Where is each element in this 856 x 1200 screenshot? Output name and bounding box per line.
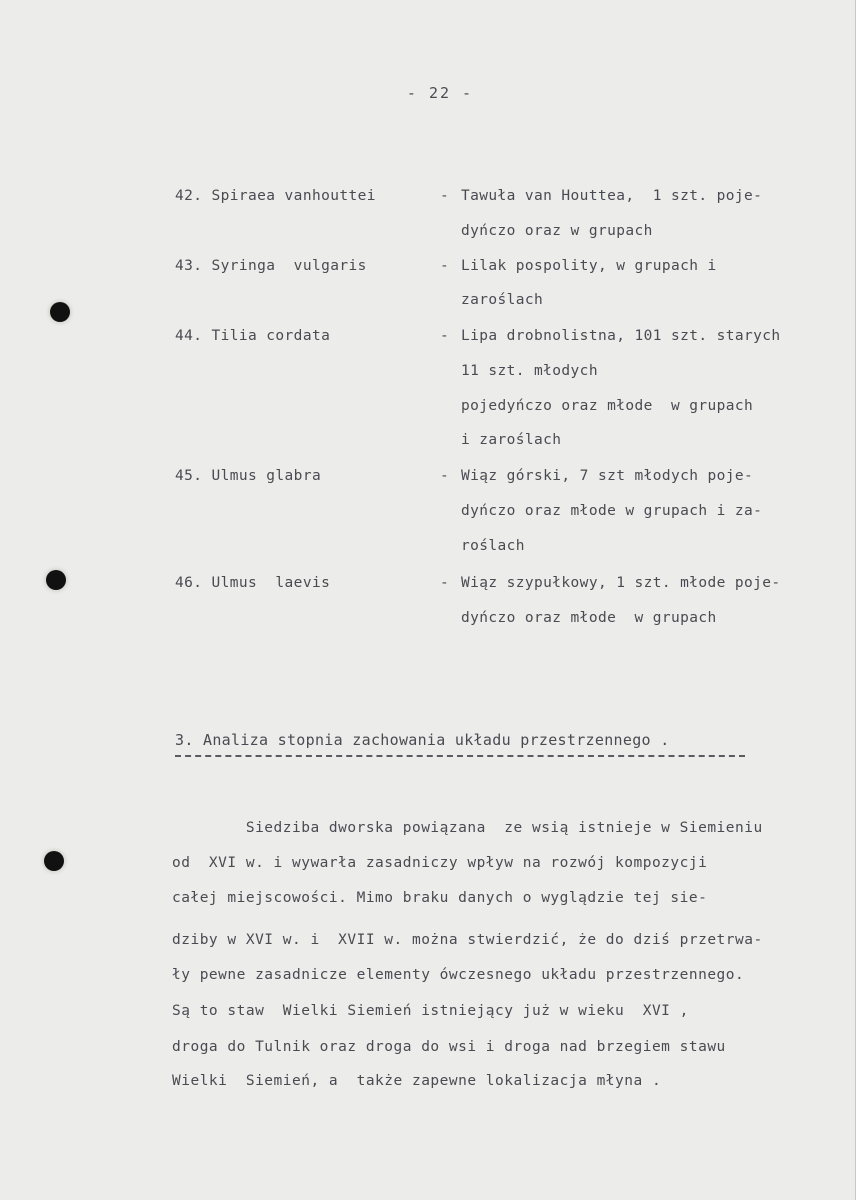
species-description-line: Lilak pospolity, w grupach i	[461, 258, 717, 274]
punch-hole	[50, 302, 70, 322]
dash-separator: -	[440, 328, 450, 344]
dash-separator: -	[440, 188, 450, 204]
paragraph-line: Są to staw Wielki Siemień istniejący już w wieku XVI ,	[172, 1003, 689, 1019]
paragraph-line: Wielki Siemień, a także zapewne lokalizacja młyna .	[172, 1073, 662, 1089]
heading-underline	[175, 755, 745, 757]
paragraph-line: od XVI w. i wywarła zasadniczy wpływ na rozwój kompozycji	[172, 855, 708, 871]
species-description-line: Lipa drobnolistna, 101 szt. starych	[461, 328, 781, 344]
paragraph-line: całej miejscowości. Mimo braku danych o wyglądzie tej sie-	[172, 890, 708, 906]
paragraph-line: Siedziba dworska powiązana ze wsią istnieje w Siemieniu	[172, 820, 763, 836]
page-number: - 22 -	[406, 84, 474, 102]
paragraph-line: dziby w XVI w. i XVII w. można stwierdzić, że do dziś przetrwa-	[172, 932, 763, 948]
species-latin-name: 43. Syringa vulgaris	[175, 258, 367, 274]
punch-hole	[46, 570, 66, 590]
species-latin-name: 45. Ulmus glabra	[175, 468, 322, 484]
species-description-line: roślach	[461, 538, 525, 554]
paragraph-line: ły pewne zasadnicze elementy ówczesnego układu przestrzennego.	[172, 967, 745, 983]
dash-separator: -	[440, 258, 450, 274]
section-heading: 3. Analiza stopnia zachowania układu przestrzennego .	[175, 731, 670, 749]
dash-separator: -	[440, 575, 450, 591]
species-description-line: 11 szt. młodych	[461, 363, 598, 379]
species-latin-name: 42. Spiraea vanhouttei	[175, 188, 376, 204]
species-description-line: dyńczo oraz młode w grupach i za-	[461, 503, 763, 519]
species-description-line: dyńczo oraz młode w grupach	[461, 610, 717, 626]
species-description-line: Wiąz górski, 7 szt młodych poje-	[461, 468, 754, 484]
species-description-line: pojedyńczo oraz młode w grupach	[461, 398, 754, 414]
species-description-line: dyńczo oraz w grupach	[461, 223, 653, 239]
punch-hole	[44, 851, 64, 871]
dash-separator: -	[440, 468, 450, 484]
paragraph-line: droga do Tulnik oraz droga do wsi i droga nad brzegiem stawu	[172, 1039, 726, 1055]
species-description-line: Wiąz szypułkowy, 1 szt. młode poje-	[461, 575, 781, 591]
species-description-line: Tawuła van Houttea, 1 szt. poje-	[461, 188, 763, 204]
species-latin-name: 46. Ulmus laevis	[175, 575, 331, 591]
species-latin-name: 44. Tilia cordata	[175, 328, 331, 344]
species-description-line: zaroślach	[461, 292, 544, 308]
species-description-line: i zaroślach	[461, 432, 562, 448]
